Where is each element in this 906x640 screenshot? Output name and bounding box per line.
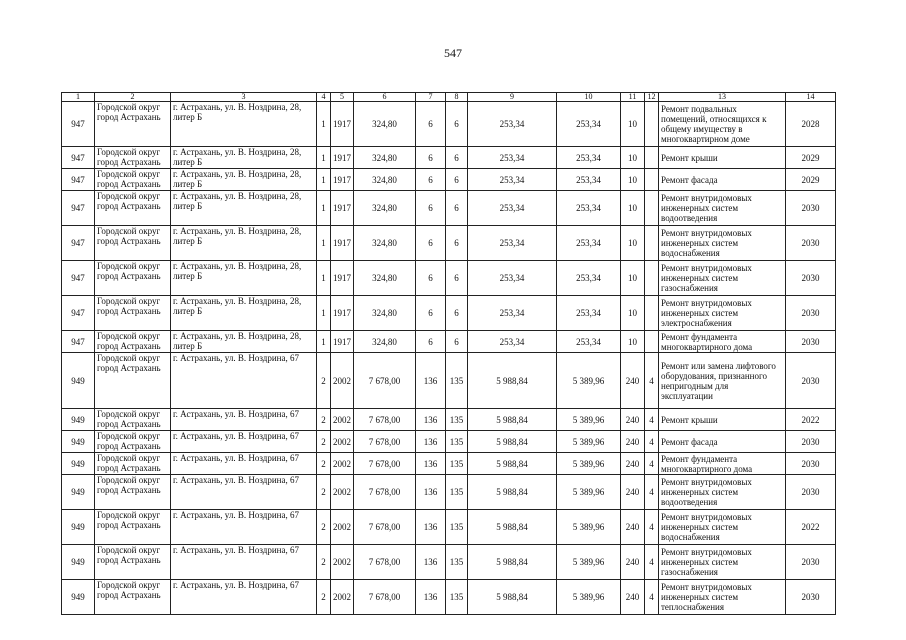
cell-year: 2002 [331, 475, 354, 510]
cell-lifts [645, 331, 659, 353]
cell-apartments: 136 [416, 475, 446, 510]
cell-owned-area: 253,34 [557, 147, 621, 169]
cell-floors: 240 [621, 353, 645, 409]
cell-total-area: 324,80 [354, 261, 416, 296]
cell-lifts [645, 102, 659, 147]
cell-apartments: 6 [416, 226, 446, 261]
cell-apartments: 136 [416, 580, 446, 615]
cell-total-area: 7 678,00 [354, 409, 416, 431]
cell-lifts [645, 191, 659, 226]
cell-year: 2002 [331, 431, 354, 453]
cell-number: 947 [62, 147, 95, 169]
table-row [62, 580, 836, 615]
cell-municipality: Городской округ город Астрахань [95, 331, 171, 353]
cell-total-area: 7 678,00 [354, 353, 416, 409]
column-number-residents: 8 [446, 93, 468, 102]
cell-residents: 135 [446, 545, 468, 580]
cell-year: 1917 [331, 147, 354, 169]
cell-municipality: Городской округ город Астрахань [95, 296, 171, 331]
cell-owned-area: 253,34 [557, 169, 621, 191]
column-number-repair-year: 14 [786, 93, 836, 102]
cell-material: 1 [317, 147, 331, 169]
cell-total-area: 324,80 [354, 147, 416, 169]
cell-living-area: 5 988,84 [468, 353, 557, 409]
table-row [62, 431, 836, 453]
cell-apartments: 136 [416, 453, 446, 475]
cell-apartments: 6 [416, 147, 446, 169]
cell-apartments: 136 [416, 353, 446, 409]
cell-work-type: Ремонт внутридомовых инженерных систем водоотведения [659, 475, 786, 510]
cell-floors: 240 [621, 409, 645, 431]
cell-repair-year: 2030 [786, 296, 836, 331]
cell-year: 2002 [331, 580, 354, 615]
cell-year: 1917 [331, 331, 354, 353]
cell-lifts [645, 147, 659, 169]
cell-work-type: Ремонт фасада [659, 169, 786, 191]
column-number-material: 4 [317, 93, 331, 102]
cell-address: г. Астрахань, ул. В. Ноздрина, 28, литер Б [171, 169, 317, 191]
cell-municipality: Городской округ город Астрахань [95, 475, 171, 510]
cell-municipality: Городской округ город Астрахань [95, 409, 171, 431]
cell-floors: 10 [621, 169, 645, 191]
cell-total-area: 324,80 [354, 296, 416, 331]
cell-material: 2 [317, 475, 331, 510]
cell-number: 949 [62, 510, 95, 545]
cell-repair-year: 2030 [786, 331, 836, 353]
cell-total-area: 324,80 [354, 102, 416, 147]
cell-living-area: 253,34 [468, 226, 557, 261]
cell-material: 2 [317, 580, 331, 615]
cell-living-area: 253,34 [468, 169, 557, 191]
cell-year: 2002 [331, 510, 354, 545]
cell-municipality: Городской округ город Астрахань [95, 226, 171, 261]
cell-residents: 135 [446, 409, 468, 431]
table-row [62, 353, 836, 409]
column-number-municipality: 2 [95, 93, 171, 102]
cell-material: 1 [317, 169, 331, 191]
cell-apartments: 136 [416, 545, 446, 580]
cell-lifts [645, 226, 659, 261]
cell-floors: 240 [621, 545, 645, 580]
column-number-apartments: 7 [416, 93, 446, 102]
cell-floors: 10 [621, 191, 645, 226]
column-number-owned-area: 10 [557, 93, 621, 102]
cell-residents: 6 [446, 147, 468, 169]
cell-material: 1 [317, 331, 331, 353]
cell-repair-year: 2030 [786, 226, 836, 261]
cell-lifts: 4 [645, 510, 659, 545]
cell-owned-area: 253,34 [557, 226, 621, 261]
cell-total-area: 7 678,00 [354, 431, 416, 453]
table-row [62, 191, 836, 226]
cell-work-type: Ремонт внутридомовых инженерных систем газоснабжения [659, 261, 786, 296]
cell-owned-area: 253,34 [557, 296, 621, 331]
table-row [62, 409, 836, 431]
cell-work-type: Ремонт фасада [659, 431, 786, 453]
cell-total-area: 324,80 [354, 169, 416, 191]
cell-work-type: Ремонт крыши [659, 147, 786, 169]
cell-municipality: Городской округ город Астрахань [95, 510, 171, 545]
cell-number: 949 [62, 431, 95, 453]
cell-address: г. Астрахань, ул. В. Ноздрина, 28, литер Б [171, 102, 317, 147]
table-row [62, 545, 836, 580]
cell-address: г. Астрахань, ул. В. Ноздрина, 28, литер Б [171, 226, 317, 261]
cell-living-area: 5 988,84 [468, 545, 557, 580]
cell-living-area: 253,34 [468, 331, 557, 353]
cell-living-area: 5 988,84 [468, 510, 557, 545]
cell-floors: 10 [621, 296, 645, 331]
cell-municipality: Городской округ город Астрахань [95, 580, 171, 615]
cell-floors: 10 [621, 261, 645, 296]
cell-owned-area: 5 389,96 [557, 431, 621, 453]
cell-residents: 6 [446, 191, 468, 226]
table-row [62, 453, 836, 475]
column-number-year: 5 [331, 93, 354, 102]
cell-year: 1917 [331, 169, 354, 191]
cell-lifts: 4 [645, 353, 659, 409]
cell-floors: 240 [621, 510, 645, 545]
cell-apartments: 136 [416, 510, 446, 545]
cell-owned-area: 5 389,96 [557, 475, 621, 510]
cell-year: 1917 [331, 191, 354, 226]
cell-year: 1917 [331, 102, 354, 147]
cell-lifts [645, 261, 659, 296]
cell-material: 2 [317, 545, 331, 580]
cell-floors: 10 [621, 226, 645, 261]
cell-lifts [645, 169, 659, 191]
cell-repair-year: 2030 [786, 475, 836, 510]
table-row [62, 102, 836, 147]
cell-number: 947 [62, 169, 95, 191]
table-row [62, 475, 836, 510]
cell-owned-area: 5 389,96 [557, 453, 621, 475]
column-number-row [62, 93, 836, 102]
cell-living-area: 253,34 [468, 191, 557, 226]
cell-apartments: 6 [416, 331, 446, 353]
cell-residents: 135 [446, 353, 468, 409]
cell-apartments: 6 [416, 296, 446, 331]
cell-lifts: 4 [645, 580, 659, 615]
cell-number: 947 [62, 296, 95, 331]
cell-material: 2 [317, 453, 331, 475]
cell-apartments: 6 [416, 261, 446, 296]
cell-residents: 135 [446, 475, 468, 510]
cell-material: 2 [317, 510, 331, 545]
cell-residents: 6 [446, 169, 468, 191]
cell-owned-area: 5 389,96 [557, 580, 621, 615]
cell-number: 947 [62, 102, 95, 147]
table-row [62, 147, 836, 169]
cell-lifts: 4 [645, 545, 659, 580]
cell-repair-year: 2030 [786, 353, 836, 409]
cell-total-area: 7 678,00 [354, 545, 416, 580]
cell-owned-area: 5 389,96 [557, 353, 621, 409]
cell-total-area: 324,80 [354, 191, 416, 226]
cell-address: г. Астрахань, ул. В. Ноздрина, 67 [171, 510, 317, 545]
cell-lifts [645, 296, 659, 331]
cell-address: г. Астрахань, ул. В. Ноздрина, 67 [171, 431, 317, 453]
cell-apartments: 6 [416, 191, 446, 226]
cell-repair-year: 2029 [786, 169, 836, 191]
cell-residents: 135 [446, 431, 468, 453]
cell-address: г. Астрахань, ул. В. Ноздрина, 28, литер Б [171, 296, 317, 331]
cell-number: 949 [62, 353, 95, 409]
table-row [62, 261, 836, 296]
cell-apartments: 136 [416, 409, 446, 431]
cell-municipality: Городской округ город Астрахань [95, 545, 171, 580]
cell-repair-year: 2022 [786, 510, 836, 545]
cell-year: 1917 [331, 296, 354, 331]
cell-municipality: Городской округ город Астрахань [95, 147, 171, 169]
cell-address: г. Астрахань, ул. В. Ноздрина, 67 [171, 545, 317, 580]
cell-address: г. Астрахань, ул. В. Ноздрина, 67 [171, 353, 317, 409]
cell-repair-year: 2030 [786, 580, 836, 615]
cell-floors: 240 [621, 580, 645, 615]
cell-number: 949 [62, 475, 95, 510]
cell-work-type: Ремонт внутридомовых инженерных систем водоотведения [659, 191, 786, 226]
cell-living-area: 253,34 [468, 261, 557, 296]
cell-number: 947 [62, 331, 95, 353]
cell-number: 949 [62, 453, 95, 475]
cell-living-area: 253,34 [468, 102, 557, 147]
capital-repair-table [61, 92, 836, 615]
cell-repair-year: 2030 [786, 545, 836, 580]
cell-floors: 240 [621, 475, 645, 510]
cell-municipality: Городской округ город Астрахань [95, 431, 171, 453]
cell-residents: 135 [446, 580, 468, 615]
cell-total-area: 7 678,00 [354, 510, 416, 545]
cell-living-area: 253,34 [468, 147, 557, 169]
cell-municipality: Городской округ город Астрахань [95, 353, 171, 409]
cell-owned-area: 253,34 [557, 261, 621, 296]
cell-lifts: 4 [645, 431, 659, 453]
cell-living-area: 5 988,84 [468, 453, 557, 475]
cell-residents: 6 [446, 102, 468, 147]
column-number-lifts: 12 [645, 93, 659, 102]
column-number-floors: 11 [621, 93, 645, 102]
cell-owned-area: 253,34 [557, 191, 621, 226]
cell-material: 1 [317, 261, 331, 296]
cell-number: 947 [62, 191, 95, 226]
cell-living-area: 5 988,84 [468, 475, 557, 510]
cell-owned-area: 5 389,96 [557, 545, 621, 580]
column-number-work-type: 13 [659, 93, 786, 102]
cell-lifts: 4 [645, 475, 659, 510]
cell-living-area: 5 988,84 [468, 431, 557, 453]
cell-floors: 240 [621, 453, 645, 475]
cell-apartments: 6 [416, 169, 446, 191]
table-row [62, 169, 836, 191]
cell-floors: 10 [621, 102, 645, 147]
cell-address: г. Астрахань, ул. В. Ноздрина, 28, литер Б [171, 191, 317, 226]
cell-repair-year: 2030 [786, 261, 836, 296]
cell-living-area: 253,34 [468, 296, 557, 331]
cell-work-type: Ремонт внутридомовых инженерных систем водоснабжения [659, 510, 786, 545]
cell-owned-area: 5 389,96 [557, 510, 621, 545]
cell-residents: 135 [446, 453, 468, 475]
cell-owned-area: 253,34 [557, 102, 621, 147]
cell-residents: 6 [446, 296, 468, 331]
cell-address: г. Астрахань, ул. В. Ноздрина, 67 [171, 475, 317, 510]
cell-repair-year: 2022 [786, 409, 836, 431]
cell-material: 1 [317, 191, 331, 226]
cell-material: 1 [317, 296, 331, 331]
cell-repair-year: 2030 [786, 431, 836, 453]
cell-work-type: Ремонт фундамента многоквартирного дома [659, 453, 786, 475]
cell-municipality: Городской округ город Астрахань [95, 169, 171, 191]
cell-year: 2002 [331, 353, 354, 409]
cell-residents: 6 [446, 261, 468, 296]
cell-repair-year: 2030 [786, 191, 836, 226]
cell-municipality: Городской округ город Астрахань [95, 261, 171, 296]
cell-material: 1 [317, 102, 331, 147]
cell-number: 947 [62, 226, 95, 261]
cell-address: г. Астрахань, ул. В. Ноздрина, 28, литер Б [171, 147, 317, 169]
cell-municipality: Городской округ город Астрахань [95, 453, 171, 475]
table-row [62, 510, 836, 545]
cell-work-type: Ремонт или замена лифтового оборудования, признанного непригодным для эксплуатации [659, 353, 786, 409]
cell-work-type: Ремонт крыши [659, 409, 786, 431]
cell-year: 1917 [331, 226, 354, 261]
cell-material: 2 [317, 409, 331, 431]
cell-owned-area: 5 389,96 [557, 409, 621, 431]
cell-apartments: 136 [416, 431, 446, 453]
column-number-living-area: 9 [468, 93, 557, 102]
cell-floors: 240 [621, 431, 645, 453]
cell-total-area: 324,80 [354, 226, 416, 261]
cell-total-area: 7 678,00 [354, 453, 416, 475]
cell-repair-year: 2030 [786, 453, 836, 475]
cell-repair-year: 2029 [786, 147, 836, 169]
cell-year: 1917 [331, 261, 354, 296]
cell-number: 949 [62, 545, 95, 580]
cell-work-type: Ремонт подвальных помещений, относящихся к общему имуществу в многоквартирном доме [659, 102, 786, 147]
table-row [62, 331, 836, 353]
cell-total-area: 7 678,00 [354, 475, 416, 510]
cell-municipality: Городской округ город Астрахань [95, 102, 171, 147]
cell-address: г. Астрахань, ул. В. Ноздрина, 28, литер Б [171, 331, 317, 353]
cell-material: 1 [317, 226, 331, 261]
table-row [62, 226, 836, 261]
cell-work-type: Ремонт внутридомовых инженерных систем электроснабжения [659, 296, 786, 331]
cell-number: 949 [62, 409, 95, 431]
cell-owned-area: 253,34 [557, 331, 621, 353]
cell-address: г. Астрахань, ул. В. Ноздрина, 67 [171, 453, 317, 475]
cell-repair-year: 2028 [786, 102, 836, 147]
cell-address: г. Астрахань, ул. В. Ноздрина, 67 [171, 580, 317, 615]
cell-floors: 10 [621, 147, 645, 169]
cell-residents: 6 [446, 226, 468, 261]
cell-work-type: Ремонт фундамента многоквартирного дома [659, 331, 786, 353]
cell-living-area: 5 988,84 [468, 580, 557, 615]
cell-year: 2002 [331, 409, 354, 431]
cell-material: 2 [317, 353, 331, 409]
cell-living-area: 5 988,84 [468, 409, 557, 431]
cell-material: 2 [317, 431, 331, 453]
cell-floors: 10 [621, 331, 645, 353]
cell-work-type: Ремонт внутридомовых инженерных систем теплоснабжения [659, 580, 786, 615]
page-number: 547 [444, 46, 462, 60]
cell-number: 947 [62, 261, 95, 296]
column-number-address: 3 [171, 93, 317, 102]
cell-total-area: 324,80 [354, 331, 416, 353]
cell-number: 949 [62, 580, 95, 615]
cell-municipality: Городской округ город Астрахань [95, 191, 171, 226]
cell-lifts: 4 [645, 453, 659, 475]
cell-year: 2002 [331, 453, 354, 475]
cell-address: г. Астрахань, ул. В. Ноздрина, 28, литер Б [171, 261, 317, 296]
cell-apartments: 6 [416, 102, 446, 147]
cell-work-type: Ремонт внутридомовых инженерных систем газоснабжения [659, 545, 786, 580]
cell-year: 2002 [331, 545, 354, 580]
table-row [62, 296, 836, 331]
column-number-total-area: 6 [354, 93, 416, 102]
column-number-number: 1 [62, 93, 95, 102]
cell-residents: 135 [446, 510, 468, 545]
cell-work-type: Ремонт внутридомовых инженерных систем водоснабжения [659, 226, 786, 261]
cell-lifts: 4 [645, 409, 659, 431]
cell-total-area: 7 678,00 [354, 580, 416, 615]
cell-residents: 6 [446, 331, 468, 353]
cell-address: г. Астрахань, ул. В. Ноздрина, 67 [171, 409, 317, 431]
